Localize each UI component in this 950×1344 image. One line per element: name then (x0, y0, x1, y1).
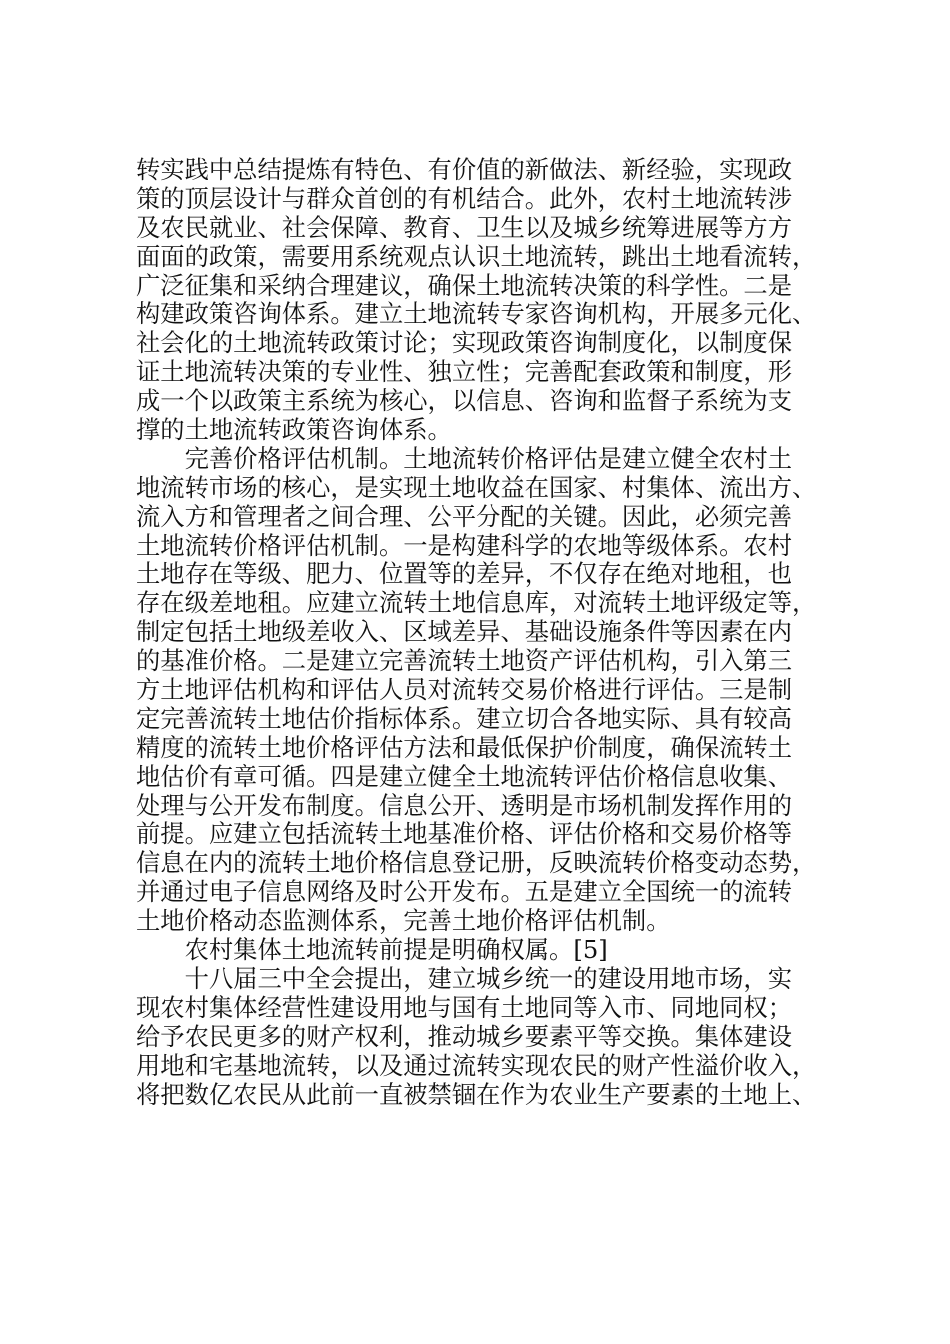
text-line: 广泛征集和采纳合理建议，确保土地流转决策的科学性。二是 (136, 270, 793, 300)
text-line: 土地流转价格评估机制。一是构建科学的农地等级体系。农村 (136, 530, 793, 560)
text-line: 将把数亿农民从此前一直被禁锢在作为农业生产要素的土地上、 (136, 1079, 817, 1109)
text-line: 构建政策咨询体系。建立土地流转专家咨询机构，开展多元化、 (136, 299, 817, 329)
text-line: 用地和宅基地流转，以及通过流转实现农民的财产性溢价收入， (136, 1050, 817, 1080)
text-line: 社会化的土地流转政策讨论；实现政策咨询制度化，以制度保 (136, 328, 793, 358)
text-line: 存在级差地租。应建立流转土地信息库，对流转土地评级定等， (136, 588, 817, 618)
text-line: 信息在内的流转土地价格信息登记册，反映流转价格变动态势， (136, 848, 817, 878)
text-line: 前提。应建立包括流转土地基准价格、评估价格和交易价格等 (136, 819, 793, 849)
text-line: 成一个以政策主系统为核心，以信息、咨询和监督子系统为支 (136, 386, 793, 416)
text-line: 地估价有章可循。四是建立健全土地流转评估价格信息收集、 (136, 761, 793, 791)
text-line: 地流转市场的核心，是实现土地收益在国家、村集体、流出方、 (136, 472, 817, 502)
text-line: 土地价格动态监测体系，完善土地价格评估机制。 (136, 906, 671, 936)
text-line: 农村集体土地流转前提是明确权属。[5] (136, 935, 608, 965)
text-line: 并通过电子信息网络及时公开发布。五是建立全国统一的流转 (136, 877, 793, 907)
text-line: 处理与公开发布制度。信息公开、透明是市场机制发挥作用的 (136, 790, 793, 820)
text-line: 定完善流转土地估价指标体系。建立切合各地实际、具有较高 (136, 703, 793, 733)
text-line: 制定包括土地级差收入、区域差异、基础设施条件等因素在内 (136, 617, 793, 647)
text-line: 策的顶层设计与群众首创的有机结合。此外，农村土地流转涉 (136, 183, 793, 213)
text-line: 的基准价格。二是建立完善流转土地资产评估机构，引入第三 (136, 646, 793, 676)
text-line: 现农村集体经营性建设用地与国有土地同等入市、同地同权； (136, 992, 793, 1022)
text-line: 完善价格评估机制。土地流转价格评估是建立健全农村土 (136, 443, 793, 473)
text-line: 给予农民更多的财产权利，推动城乡要素平等交换。集体建设 (136, 1021, 793, 1051)
document-body (136, 156, 816, 1109)
text-line: 精度的流转土地价格评估方法和最低保护价制度，确保流转土 (136, 732, 793, 762)
text-line: 方土地评估机构和评估人员对流转交易价格进行评估。三是制 (136, 675, 793, 705)
text-line: 面面的政策，需要用系统观点认识土地流转，跳出土地看流转， (136, 241, 817, 271)
text-line: 转实践中总结提炼有特色、有价值的新做法、新经验，实现政 (136, 155, 793, 184)
text-line: 流入方和管理者之间合理、公平分配的关键。因此，必须完善 (136, 501, 793, 531)
text-line: 十八届三中全会提出，建立城乡统一的建设用地市场，实 (136, 963, 793, 993)
text-line: 证土地流转决策的专业性、独立性；完善配套政策和制度，形 (136, 357, 793, 387)
text-line: 撑的土地流转政策咨询体系。 (136, 415, 452, 445)
text-line: 土地存在等级、肥力、位置等的差异，不仅存在绝对地租，也 (136, 559, 793, 589)
text-line: 及农民就业、社会保障、教育、卫生以及城乡统筹进展等方方 (136, 212, 793, 242)
